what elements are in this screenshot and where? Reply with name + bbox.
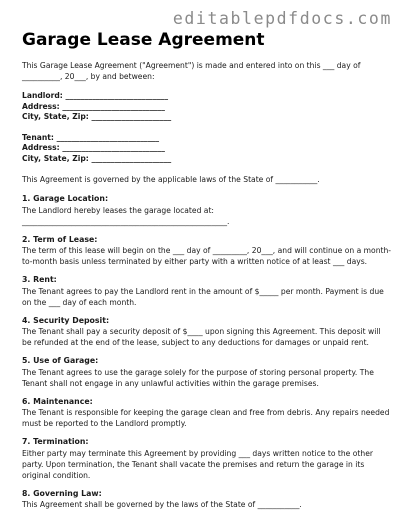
section-security-deposit (22, 316, 392, 349)
section-title: 5. Use of Garage: (22, 356, 99, 365)
tenant-city-line: City, State, Zip: _____________________ (22, 153, 172, 163)
governing-state-paragraph: This Agreement is governed by the applicable laws of the State of ___________. (22, 175, 320, 184)
landlord-address-line: Address: ___________________________ (22, 101, 165, 111)
section-governing-law (22, 489, 392, 511)
address-blank-line: ______________________________________________________. (22, 216, 230, 226)
section-maintenance (22, 397, 392, 430)
section-termination (22, 437, 392, 481)
section-text: The term of this lease will begin on the ___ day of _________, 20___, and will continue on a month-to-month basis unless terminated by either party with a written notice of at least ___ days. (22, 246, 392, 266)
intro-paragraph: This Garage Lease Agreement ("Agreement") is made and entered into on this ___ day of __________, 20___, by and between: (22, 61, 361, 81)
landlord-city-line: City, State, Zip: _____________________ (22, 112, 172, 121)
section-title: 2. Term of Lease: (22, 234, 98, 244)
document-title: Garage Lease Agreement (22, 30, 265, 50)
tenant-block (22, 133, 392, 165)
section-title: 1. Garage Location: (22, 194, 109, 203)
section-text: The Tenant agrees to use the garage solely for the purpose of storing personal property. The Tenant shall not engage in any unlawful activities within the garage premises. (22, 367, 374, 388)
section-title: 4. Security Deposit: (22, 315, 110, 325)
section-term-of-lease (22, 235, 392, 268)
section-title: 6. Maintenance: (22, 396, 93, 406)
section-text: The Landlord hereby leases the garage located at: (22, 205, 214, 215)
tenant-address-line: Address: ___________________________ (22, 143, 165, 152)
watermark: editablepdfdocs.com (172, 9, 392, 28)
tenant-name-line: Tenant: ___________________________ (22, 132, 160, 142)
section-rent (22, 275, 392, 308)
section-text: This Agreement shall be governed by the laws of the State of ___________. (22, 500, 302, 509)
section-title: 8. Governing Law: (22, 488, 102, 498)
document (22, 30, 392, 518)
section-title: 7. Termination: (22, 437, 89, 446)
landlord-name-line: Landlord: ___________________________ (22, 91, 169, 100)
landlord-block (22, 91, 392, 123)
section-text: The Tenant agrees to pay the Landlord rent in the amount of $_____ per month. Payment is due on the ___ day of each month. (22, 286, 384, 307)
section-text: Either party may terminate this Agreement by providing ___ days written notice to the other party. Upon termination, the Tenant shall vacate the premises and return the garage in its original condition. (22, 448, 373, 480)
section-title: 3. Rent: (22, 275, 57, 284)
section-use-of-garage (22, 356, 392, 389)
section-text: The Tenant shall pay a security deposit of $____ upon signing this Agreement. This deposit will be refunded at the end of the lease, subject to any deductions for damages or unpaid rent. (22, 327, 381, 347)
section-text: The Tenant is responsible for keeping the garage clean and free from debris. Any repairs needed must be reported to the Landlord promptly. (22, 408, 390, 428)
section-garage-location (22, 194, 392, 227)
